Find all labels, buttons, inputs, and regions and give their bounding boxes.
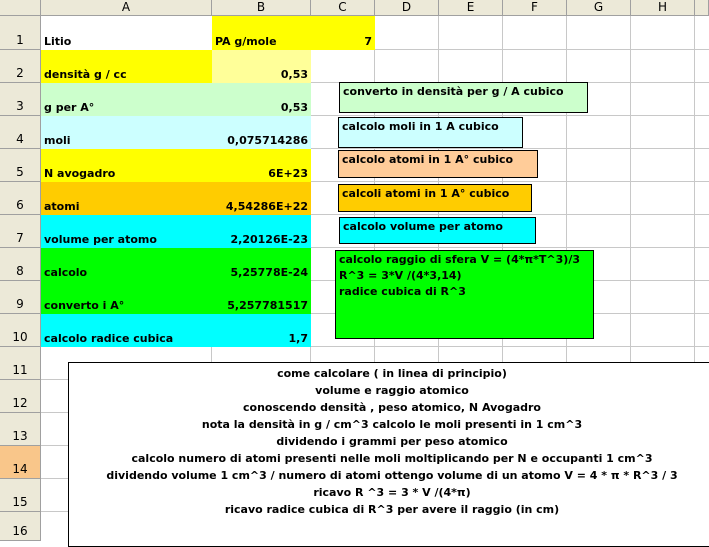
note-calcolo-moli[interactable]: calcolo moli in 1 A cubico — [338, 117, 523, 148]
column-header-c[interactable]: C — [311, 0, 375, 16]
note-calcolo-volume[interactable]: calcolo volume per atomo — [339, 217, 536, 244]
column-header-d[interactable]: D — [375, 0, 439, 16]
row-header-1[interactable]: 1 — [0, 16, 41, 50]
cell-c1[interactable]: 7 — [311, 16, 375, 50]
row-header-2[interactable]: 2 — [0, 50, 41, 83]
row-header-3[interactable]: 3 — [0, 83, 41, 116]
note-calcolo-raggio[interactable] — [335, 250, 594, 339]
row-header-4[interactable]: 4 — [0, 116, 41, 149]
cell-a8[interactable]: calcolo — [41, 248, 212, 281]
explanation-line-5: dividendo i grammi per peso atomico — [276, 435, 508, 448]
cell-b1[interactable]: PA g/mole — [212, 16, 311, 50]
column-header-e[interactable]: E — [439, 0, 503, 16]
column-header-g[interactable]: G — [567, 0, 631, 16]
column-header-h[interactable]: H — [631, 0, 695, 16]
explanation-line-3: conoscendo densità , peso atomico, N Avogadro — [243, 401, 541, 414]
cell-b10[interactable]: 1,7 — [212, 314, 311, 347]
cell-b8[interactable]: 5,25778E-24 — [212, 248, 311, 281]
explanation-line-4: nota la densità in g / cm^3 calcolo le moli presenti in 1 cm^3 — [201, 418, 583, 431]
row-header-8[interactable]: 8 — [0, 248, 41, 281]
select-all-corner[interactable] — [0, 0, 41, 16]
column-header-b[interactable]: B — [212, 0, 311, 16]
column-header-i[interactable] — [695, 0, 709, 16]
note-calcoli-atomi[interactable]: calcoli atomi in 1 A° cubico — [338, 184, 532, 212]
row-header-5[interactable]: 5 — [0, 149, 41, 182]
cell-b9[interactable]: 5,257781517 — [212, 281, 311, 314]
note-raggio-line-3: radice cubica di R^3 — [339, 285, 466, 298]
explanation-line-2: volume e raggio atomico — [315, 384, 469, 397]
cell-a5[interactable]: N avogadro — [41, 149, 212, 182]
cell-a4[interactable]: moli — [41, 116, 212, 149]
cell-b5[interactable]: 6E+23 — [212, 149, 311, 182]
note-raggio-line-1: calcolo raggio di sfera V = (4*π*T^3)/3 — [339, 253, 580, 266]
cell-b6[interactable]: 4,54286E+22 — [212, 182, 311, 215]
cell-a3[interactable]: g per A° — [41, 83, 212, 116]
note-calcolo-atomi[interactable]: calcolo atomi in 1 A° cubico — [338, 150, 538, 178]
row-header-13[interactable]: 13 — [0, 413, 41, 446]
column-header-f[interactable]: F — [503, 0, 567, 16]
row-header-14[interactable]: 14 — [0, 446, 41, 479]
cell-a7[interactable]: volume per atomo — [41, 215, 212, 248]
row-header-16[interactable]: 16 — [0, 512, 41, 541]
row-header-12[interactable]: 12 — [0, 380, 41, 413]
explanation-line-6: calcolo numero di atomi presenti nelle moli moltiplicando per N e occupanti 1 cm^3 — [131, 452, 653, 465]
cell-b4[interactable]: 0,075714286 — [212, 116, 311, 149]
explanation-line-7: dividendo volume 1 cm^3 / numero di atomi ottengo volume di un atomo V = 4 * π * R^3 / 3 — [106, 469, 678, 482]
row-header-7[interactable]: 7 — [0, 215, 41, 248]
row-header-6[interactable]: 6 — [0, 182, 41, 215]
note-raggio-line-2: R^3 = 3*V /(4*3,14) — [339, 269, 462, 282]
cell-a1[interactable]: Litio — [41, 16, 212, 50]
note-converto-densita[interactable]: converto in densità per g / A cubico — [339, 82, 588, 113]
cell-a2[interactable]: densità g / cc — [41, 50, 212, 83]
row-header-11[interactable]: 11 — [0, 347, 41, 380]
explanation-line-8: ricavo R ^3 = 3 * V /(4*π) — [313, 486, 471, 499]
row-header-15[interactable]: 15 — [0, 479, 41, 512]
cell-a6[interactable]: atomi — [41, 182, 212, 215]
explanation-textbox[interactable] — [68, 362, 709, 547]
explanation-line-9: ricavo radice cubica di R^3 per avere il raggio (in cm) — [224, 503, 560, 516]
row-header-9[interactable]: 9 — [0, 281, 41, 314]
cell-b2[interactable]: 0,53 — [212, 50, 311, 83]
row-header-10[interactable]: 10 — [0, 314, 41, 347]
cell-a9[interactable]: converto i A° — [41, 281, 212, 314]
cell-a10[interactable]: calcolo radice cubica — [41, 314, 212, 347]
explanation-line-1: come calcolare ( in linea di principio) — [277, 367, 507, 380]
cell-b7[interactable]: 2,20126E-23 — [212, 215, 311, 248]
column-header-a[interactable]: A — [41, 0, 212, 16]
cell-b3[interactable]: 0,53 — [212, 83, 311, 116]
